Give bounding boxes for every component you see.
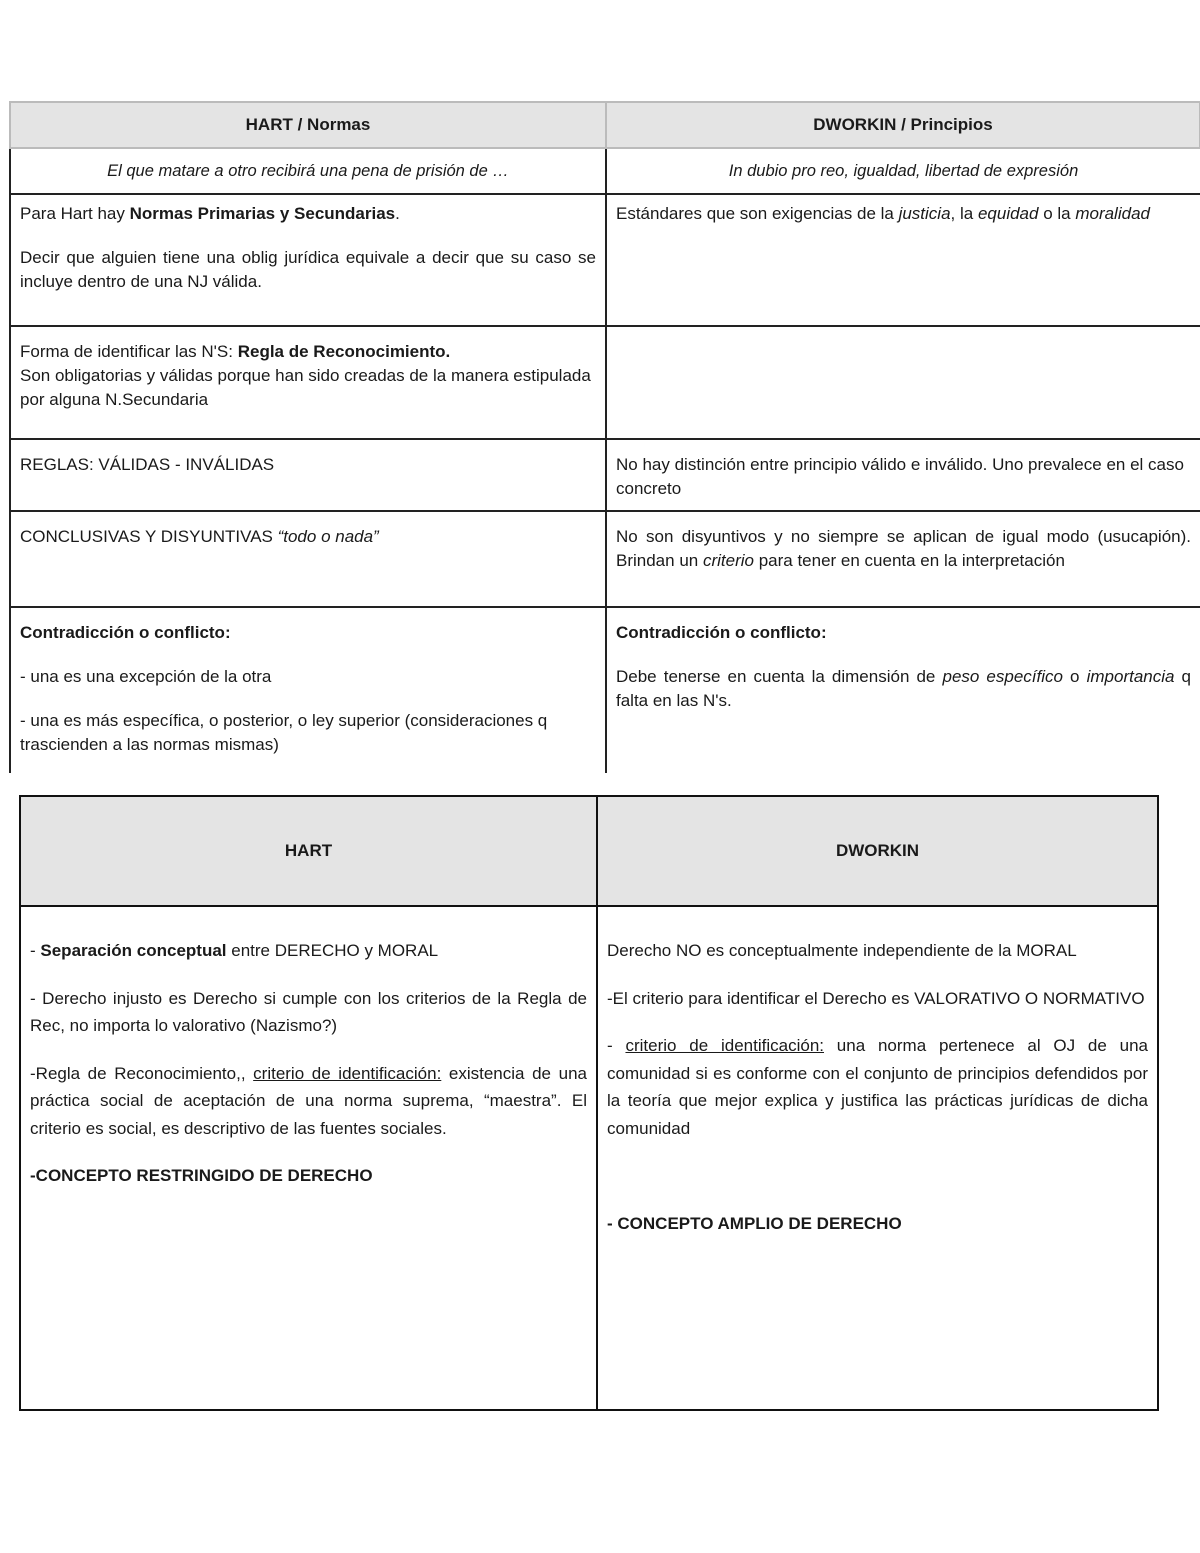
bold-text: Contradicción o conflicto: (616, 623, 827, 642)
cell-hart-normas-primarias (10, 194, 606, 326)
paragraph: Derecho NO es conceptualmente independiente de la MORAL (607, 941, 1077, 960)
cell-hart-regla-reconocimiento (10, 326, 606, 439)
text: existencia de una práctica social de aceptación de una norma suprema, “maestra”. El criterio es social, es descriptivo de las fuentes sociales. (30, 1063, 587, 1138)
bold-text: Normas Primarias y Secundarias (129, 204, 396, 223)
paragraph: - una es una excepción de la otra (20, 667, 272, 686)
paragraph: - Derecho injusto es Derecho si cumple con los criterios de la Regla de Rec, no importa lo valorativo (Nazismo?) (30, 988, 587, 1035)
header-hart: HART (20, 796, 597, 906)
underlined-text: criterio de identificación: (253, 1063, 442, 1083)
cell-hart-conclusivas (10, 511, 606, 607)
header-dworkin-principios: DWORKIN / Principios (606, 102, 1200, 148)
example-hart: El que matare a otro recibirá una pena de prisión de … (10, 148, 606, 194)
italic-text: “todo o nada” (277, 527, 379, 546)
text: - (30, 941, 41, 960)
text: Debe tenerse en cuenta la dimensión de (616, 667, 943, 686)
table-row (10, 194, 1200, 326)
cell-dworkin-disyuntivos (606, 511, 1200, 607)
cell-hart-concepto (20, 906, 597, 1410)
table-row (10, 607, 1200, 773)
italic-text: criterio (702, 551, 754, 570)
paragraph (30, 937, 587, 965)
cell-dworkin-distincion: No hay distinción entre principio válido e inválido. Uno prevalece en el caso concreto (606, 439, 1200, 511)
table-header-row (10, 102, 1200, 148)
bold-text: Regla de Reconocimiento. (237, 342, 451, 361)
header-hart-normas: HART / Normas (10, 102, 606, 148)
text: una norma pertenece al OJ de una comunidad si es conforme con el conjunto de principios defendidos por la teoría que mejor explica y justifica las prácticas jurídicas de dicha comunidad (607, 1036, 1148, 1138)
paragraph-concepto-restringido: -CONCEPTO RESTRINGIDO DE DERECHO (30, 1166, 373, 1185)
text: o (1062, 667, 1087, 686)
text: No son disyuntivos y no siempre se aplican de igual modo (usucapión). Brindan un (616, 527, 1191, 570)
text: o la (1038, 204, 1076, 223)
header-dworkin: DWORKIN (597, 796, 1158, 906)
table-row (10, 511, 1200, 607)
hart-normas-vs-dworkin-principios-table (9, 101, 1200, 773)
text: entre DERECHO y MORAL (226, 941, 439, 960)
hart-vs-dworkin-concepto-table (19, 795, 1159, 1411)
cell-hart-contradiccion (10, 607, 606, 773)
text: para tener en cuenta en la interpretación (753, 551, 1065, 570)
paragraph (20, 340, 596, 364)
table-row (10, 326, 1200, 439)
example-dworkin: In dubio pro reo, igualdad, libertad de expresión (606, 148, 1200, 194)
text: Forma de identificar las N'S: (20, 342, 238, 361)
paragraph: Decir que alguien tiene una oblig jurídica equivale a decir que su caso se incluye dentro de una NJ válida. (20, 248, 596, 291)
underlined-text: criterio de identificación: (625, 1036, 824, 1055)
text: -Regla de Reconocimiento,, (30, 1063, 254, 1083)
text: - (607, 1036, 626, 1055)
paragraph: -El criterio para identificar el Derecho es VALORATIVO O NORMATIVO (607, 988, 1145, 1008)
text: q falta en las N's. (616, 667, 1192, 710)
paragraph (607, 1032, 1148, 1142)
cell-hart-reglas: REGLAS: VÁLIDAS - INVÁLIDAS (10, 439, 606, 511)
table-header-row (20, 796, 1158, 906)
table-row (20, 906, 1158, 1410)
italic-text: moralidad (1075, 204, 1150, 223)
paragraph-concepto-amplio: - CONCEPTO AMPLIO DE DERECHO (607, 1214, 902, 1233)
italic-text: peso específico (942, 667, 1063, 686)
cell-dworkin-concepto (597, 906, 1158, 1410)
cell-dworkin-contradiccion (606, 607, 1200, 773)
italic-text: importancia (1086, 667, 1175, 686)
table-row (10, 439, 1200, 511)
paragraph (616, 665, 1191, 713)
text: Para Hart hay (20, 204, 130, 223)
empty-cell (606, 326, 1200, 439)
paragraph (20, 202, 596, 226)
italic-text: equidad (977, 204, 1039, 223)
text: , la (950, 204, 978, 223)
text: Estándares que son exigencias de la (616, 204, 899, 223)
bold-text: Separación conceptual (40, 941, 227, 960)
paragraph: Son obligatorias y válidas porque han sido creadas de la manera estipulada por alguna N.Secundaria (20, 366, 591, 409)
italic-text: justicia (898, 204, 951, 223)
bold-text: Contradicción o conflicto: (20, 623, 231, 642)
text: . (395, 204, 400, 223)
paragraph (30, 1060, 587, 1143)
cell-dworkin-estandares (606, 194, 1200, 326)
paragraph (20, 621, 596, 645)
paragraph: - una es más específica, o posterior, o ley superior (consideraciones q trascienden a las normas mismas) (20, 711, 548, 754)
example-row (10, 148, 1200, 194)
text: CONCLUSIVAS Y DISYUNTIVAS (20, 527, 278, 546)
paragraph (616, 621, 1191, 645)
